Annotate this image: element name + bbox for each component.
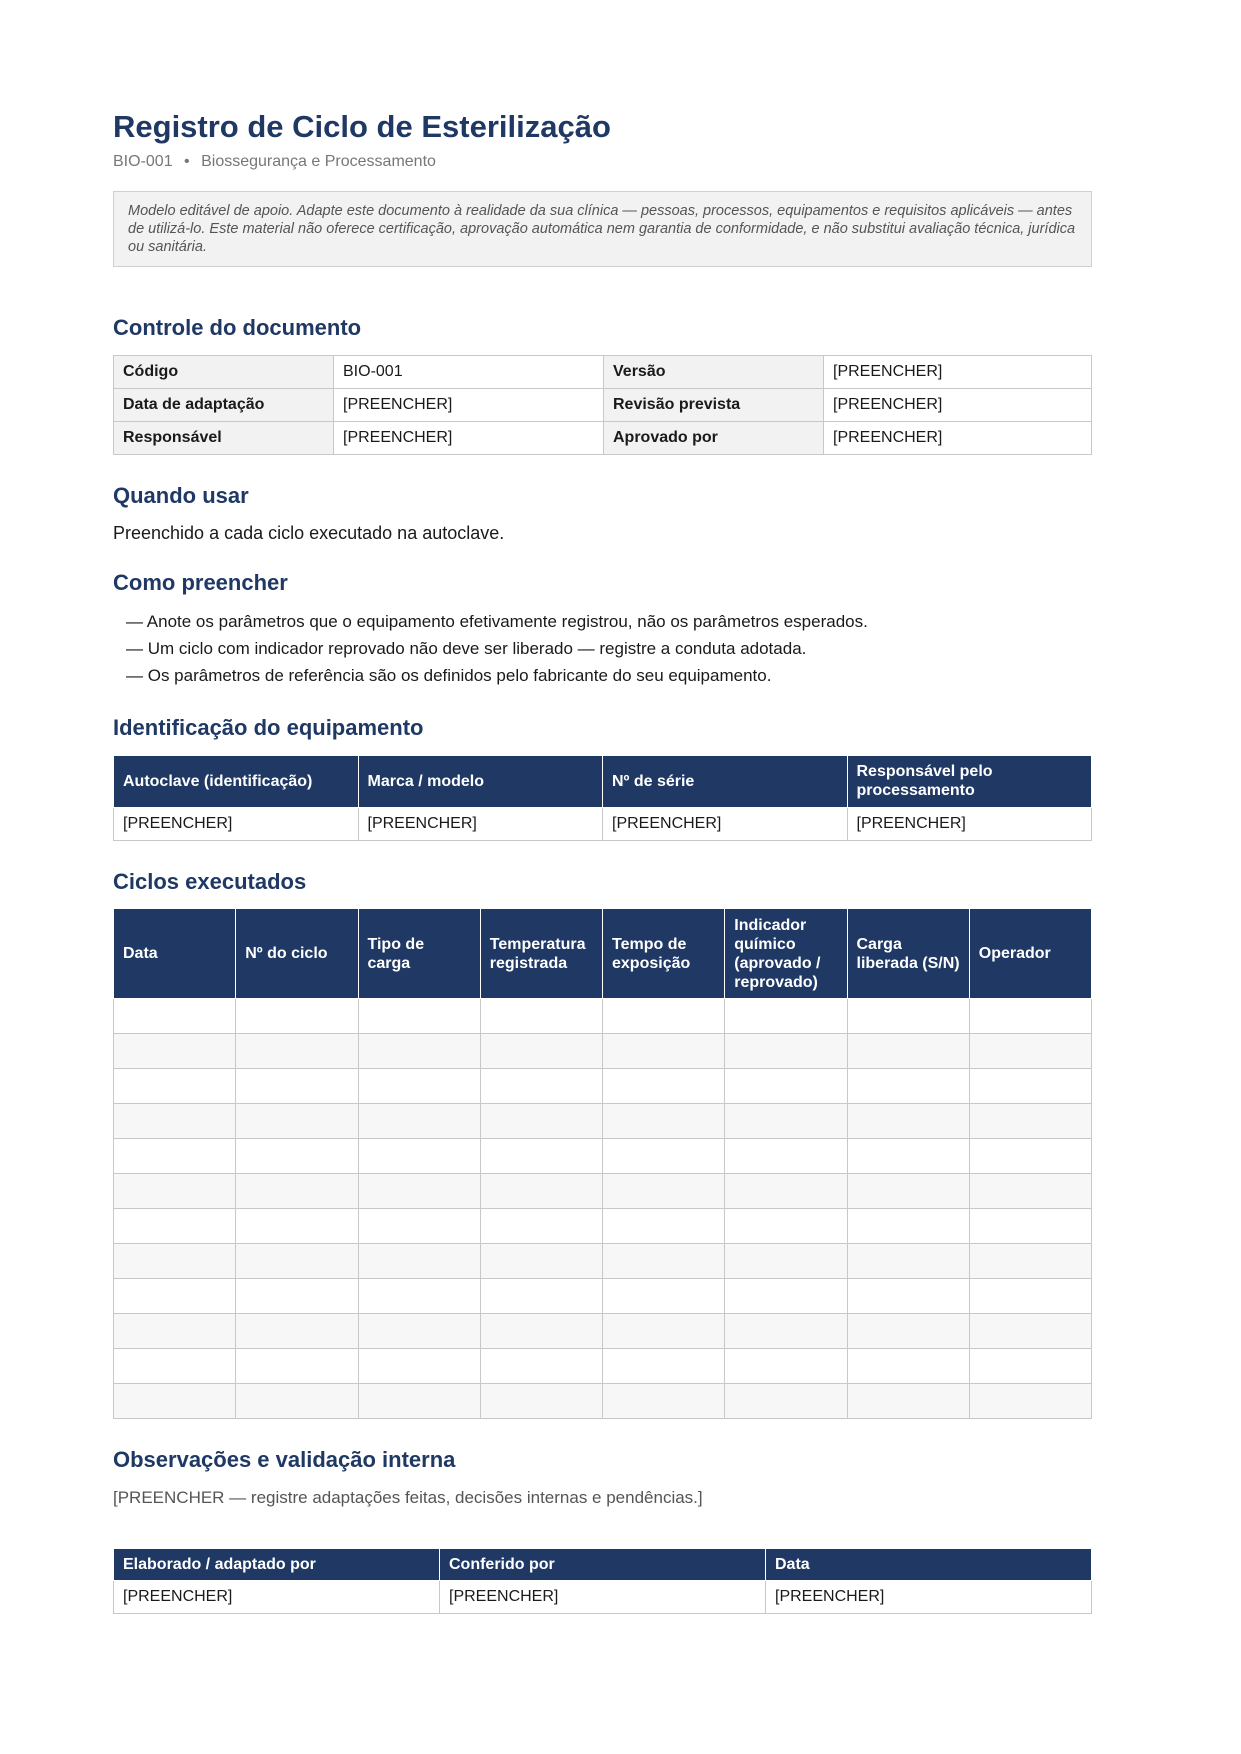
- table-cell[interactable]: [603, 1174, 725, 1209]
- table-cell[interactable]: [236, 1139, 358, 1174]
- table-cell[interactable]: [114, 1034, 236, 1069]
- table-cell[interactable]: [PREENCHER]: [358, 807, 603, 840]
- field-value[interactable]: [PREENCHER]: [334, 421, 604, 454]
- table-cell[interactable]: [236, 1174, 358, 1209]
- table-cell[interactable]: [725, 1104, 847, 1139]
- table-row: [114, 1279, 1092, 1314]
- table-cell[interactable]: [480, 1209, 602, 1244]
- table-header-row: [114, 909, 1092, 999]
- table-cell[interactable]: [603, 1069, 725, 1104]
- column-header: Carga liberada (S/N): [847, 909, 969, 999]
- table-cell[interactable]: [847, 1209, 969, 1244]
- table-cell[interactable]: [969, 1384, 1091, 1419]
- table-row: [114, 388, 1092, 421]
- document-code: BIO-001: [113, 153, 173, 171]
- table-cell[interactable]: [847, 1244, 969, 1279]
- table-cell[interactable]: [603, 1034, 725, 1069]
- field-value[interactable]: [PREENCHER]: [824, 388, 1092, 421]
- table-cell[interactable]: [969, 1034, 1091, 1069]
- table-cell[interactable]: [236, 1069, 358, 1104]
- table-row: [114, 355, 1092, 388]
- table-cell[interactable]: [480, 1384, 602, 1419]
- field-value[interactable]: BIO-001: [334, 355, 604, 388]
- table-cell[interactable]: [236, 1349, 358, 1384]
- table-cell[interactable]: [114, 1209, 236, 1244]
- table-cell[interactable]: [603, 1349, 725, 1384]
- table-cell[interactable]: [480, 1349, 602, 1384]
- table-cell[interactable]: [PREENCHER]: [440, 1580, 766, 1613]
- cycles-table-body: [114, 999, 1092, 1419]
- table-cell[interactable]: [969, 1349, 1091, 1384]
- table-cell[interactable]: [603, 1244, 725, 1279]
- table-cell[interactable]: [725, 1034, 847, 1069]
- instructions-list: [113, 608, 1092, 689]
- table-cell[interactable]: [114, 1384, 236, 1419]
- observations-text[interactable]: [PREENCHER — registre adaptações feitas, decisões internas e pendências.]: [113, 1487, 703, 1507]
- table-cell[interactable]: [114, 1174, 236, 1209]
- table-cell[interactable]: [PREENCHER]: [114, 1580, 440, 1613]
- table-cell[interactable]: [358, 1244, 480, 1279]
- table-cell[interactable]: [480, 1069, 602, 1104]
- document-title: Registro de Ciclo de Esterilização: [113, 109, 611, 144]
- table-cell[interactable]: [969, 1139, 1091, 1174]
- table-cell[interactable]: [114, 999, 236, 1034]
- table-cell[interactable]: [114, 1244, 236, 1279]
- column-header: Tempo de exposição: [603, 909, 725, 999]
- table-row: [114, 999, 1092, 1034]
- table-cell[interactable]: [358, 1139, 480, 1174]
- column-header: Tipo de carga: [358, 909, 480, 999]
- table-cell[interactable]: [480, 1139, 602, 1174]
- table-cell[interactable]: [480, 1314, 602, 1349]
- cycles-table: [113, 908, 1092, 1419]
- table-cell[interactable]: [969, 1104, 1091, 1139]
- table-cell[interactable]: [969, 1209, 1091, 1244]
- table-cell[interactable]: [847, 1279, 969, 1314]
- table-cell[interactable]: [603, 999, 725, 1034]
- table-row: [114, 1244, 1092, 1279]
- table-cell[interactable]: [236, 1104, 358, 1139]
- table-row: [114, 1314, 1092, 1349]
- column-header: Elaborado / adaptado por: [114, 1548, 440, 1580]
- list-item: — Os parâmetros de referência são os definidos pelo fabricante do seu equipamento.: [126, 666, 772, 686]
- separator-dot: •: [184, 153, 190, 171]
- table-cell[interactable]: [725, 1384, 847, 1419]
- table-row: [114, 807, 1092, 840]
- table-cell[interactable]: [480, 1244, 602, 1279]
- table-cell[interactable]: [PREENCHER]: [847, 807, 1092, 840]
- table-cell[interactable]: [725, 1174, 847, 1209]
- table-cell[interactable]: [236, 999, 358, 1034]
- column-header: Data: [766, 1548, 1092, 1580]
- section-heading-how-to-fill: Como preencher: [113, 569, 288, 595]
- table-cell[interactable]: [236, 1314, 358, 1349]
- table-cell[interactable]: [847, 1139, 969, 1174]
- column-header: Marca / modelo: [358, 755, 603, 807]
- document-subtitle: [113, 153, 1092, 171]
- table-cell[interactable]: [358, 1209, 480, 1244]
- table-cell[interactable]: [847, 1069, 969, 1104]
- table-cell[interactable]: [358, 1314, 480, 1349]
- column-header: Conferido por: [440, 1548, 766, 1580]
- column-header: Responsável pelo processamento: [847, 755, 1092, 807]
- table-cell[interactable]: [847, 1384, 969, 1419]
- field-value[interactable]: [PREENCHER]: [334, 388, 604, 421]
- table-row: [114, 1349, 1092, 1384]
- table-cell[interactable]: [358, 1174, 480, 1209]
- table-cell[interactable]: [480, 1174, 602, 1209]
- column-header: Indicador químico (aprovado / reprovado): [725, 909, 847, 999]
- field-label: Revisão prevista: [604, 388, 824, 421]
- table-row: [114, 421, 1092, 454]
- table-cell[interactable]: [236, 1279, 358, 1314]
- field-value[interactable]: [PREENCHER]: [824, 421, 1092, 454]
- table-header-row: [114, 1548, 1092, 1580]
- table-cell[interactable]: [725, 999, 847, 1034]
- table-cell[interactable]: [725, 1314, 847, 1349]
- section-heading-observations: Observações e validação interna: [113, 1447, 456, 1473]
- table-cell[interactable]: [480, 1104, 602, 1139]
- table-cell[interactable]: [603, 1104, 725, 1139]
- table-row: [114, 1034, 1092, 1069]
- field-label: Aprovado por: [604, 421, 824, 454]
- field-label: Data de adaptação: [114, 388, 334, 421]
- disclaimer-notice: Modelo editável de apoio. Adapte este documento à realidade da sua clínica — pessoas, processos, equipamentos e requisitos aplicáveis — antes de utilizá-lo. Este material não oferece certificação, aprovação automática nem garantia de conformidade, e não substitui avaliação técnica, jurídica ou sanitária.: [113, 191, 1092, 267]
- table-cell[interactable]: [969, 1174, 1091, 1209]
- table-cell[interactable]: [114, 1314, 236, 1349]
- table-header-row: [114, 755, 1092, 807]
- table-cell[interactable]: [236, 1384, 358, 1419]
- equipment-table: [113, 755, 1092, 841]
- table-cell[interactable]: [725, 1244, 847, 1279]
- table-cell[interactable]: [480, 999, 602, 1034]
- document-category: Biossegurança e Processamento: [201, 153, 436, 171]
- table-cell[interactable]: [358, 1384, 480, 1419]
- field-label: Versão: [604, 355, 824, 388]
- table-cell[interactable]: [603, 1139, 725, 1174]
- table-cell[interactable]: [847, 1174, 969, 1209]
- table-cell[interactable]: [358, 999, 480, 1034]
- section-heading-cycles: Ciclos executados: [113, 868, 307, 894]
- table-cell[interactable]: [847, 1314, 969, 1349]
- table-cell[interactable]: [969, 1069, 1091, 1104]
- table-cell[interactable]: [847, 1104, 969, 1139]
- table-cell[interactable]: [236, 1034, 358, 1069]
- column-header: Nº do ciclo: [236, 909, 358, 999]
- table-cell[interactable]: [725, 1209, 847, 1244]
- table-row: [114, 1174, 1092, 1209]
- table-cell[interactable]: [PREENCHER]: [603, 807, 848, 840]
- column-header: Data: [114, 909, 236, 999]
- table-cell[interactable]: [847, 1349, 969, 1384]
- table-cell[interactable]: [358, 1104, 480, 1139]
- table-cell[interactable]: [114, 1104, 236, 1139]
- table-cell[interactable]: [969, 999, 1091, 1034]
- table-row: [114, 1580, 1092, 1613]
- table-cell[interactable]: [480, 1279, 602, 1314]
- table-cell[interactable]: [847, 1034, 969, 1069]
- table-row: [114, 1139, 1092, 1174]
- table-cell[interactable]: [725, 1139, 847, 1174]
- section-heading-equipment: Identificação do equipamento: [113, 715, 424, 741]
- table-cell[interactable]: [603, 1279, 725, 1314]
- table-cell[interactable]: [969, 1279, 1091, 1314]
- when-to-use-text: Preenchido a cada ciclo executado na autoclave.: [113, 522, 505, 543]
- column-header: Operador: [969, 909, 1091, 999]
- table-cell[interactable]: [PREENCHER]: [766, 1580, 1092, 1613]
- column-header: Temperatura registrada: [480, 909, 602, 999]
- table-cell[interactable]: [358, 1034, 480, 1069]
- table-row: [114, 1069, 1092, 1104]
- field-label: Código: [114, 355, 334, 388]
- table-row: [114, 1384, 1092, 1419]
- list-item: — Um ciclo com indicador reprovado não deve ser liberado — registre a conduta adotada.: [126, 639, 807, 659]
- table-row: [114, 1104, 1092, 1139]
- table-cell[interactable]: [358, 1069, 480, 1104]
- table-cell[interactable]: [603, 1314, 725, 1349]
- field-label: Responsável: [114, 421, 334, 454]
- field-value[interactable]: [PREENCHER]: [824, 355, 1092, 388]
- table-cell[interactable]: [603, 1209, 725, 1244]
- table-cell[interactable]: [236, 1244, 358, 1279]
- table-cell[interactable]: [114, 1349, 236, 1384]
- section-heading-document-control: Controle do documento: [113, 315, 362, 341]
- table-cell[interactable]: [236, 1209, 358, 1244]
- table-cell[interactable]: [847, 999, 969, 1034]
- table-cell[interactable]: [969, 1244, 1091, 1279]
- column-header: Nº de série: [603, 755, 848, 807]
- table-cell[interactable]: [358, 1279, 480, 1314]
- signoff-table: [113, 1548, 1092, 1614]
- document-control-table: [113, 355, 1092, 455]
- section-heading-when-to-use: Quando usar: [113, 482, 249, 508]
- table-cell[interactable]: [114, 1279, 236, 1314]
- table-row: [114, 1209, 1092, 1244]
- table-cell[interactable]: [114, 1139, 236, 1174]
- table-cell[interactable]: [603, 1384, 725, 1419]
- table-cell[interactable]: [114, 1069, 236, 1104]
- table-cell[interactable]: [725, 1279, 847, 1314]
- list-item: — Anote os parâmetros que o equipamento efetivamente registrou, não os parâmetros esperados.: [126, 612, 868, 632]
- table-cell[interactable]: [969, 1314, 1091, 1349]
- table-cell[interactable]: [480, 1034, 602, 1069]
- table-cell[interactable]: [358, 1349, 480, 1384]
- column-header: Autoclave (identificação): [114, 755, 359, 807]
- table-cell[interactable]: [PREENCHER]: [114, 807, 359, 840]
- table-cell[interactable]: [725, 1349, 847, 1384]
- table-cell[interactable]: [725, 1069, 847, 1104]
